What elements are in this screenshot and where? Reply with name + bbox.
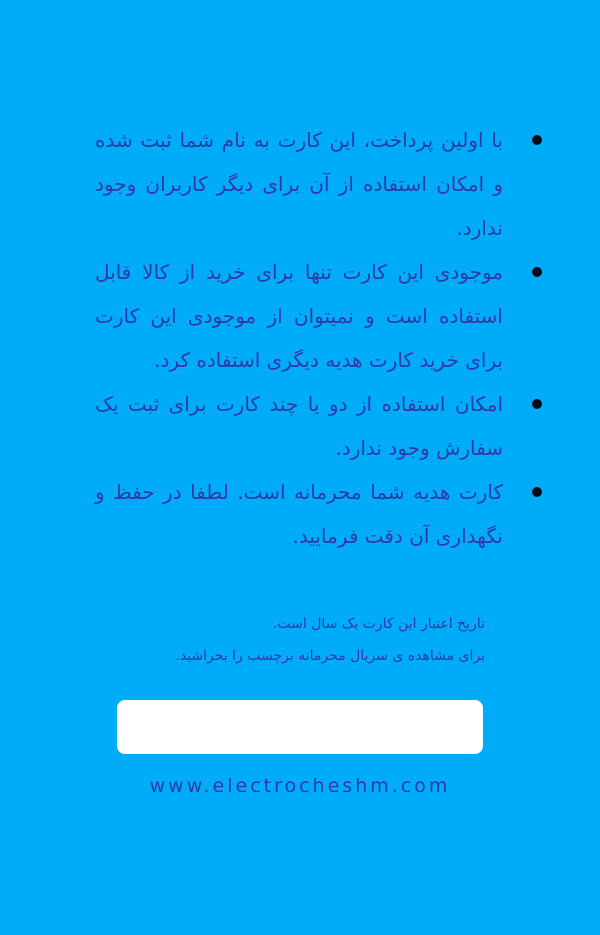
rule-text: امکان استفاده از دو یا چند کارت برای ثبت یک سفارش وجود ندارد. (95, 392, 503, 460)
terms-list (95, 118, 545, 558)
bullet-icon (532, 487, 542, 497)
validity-note: تاریخ اعتبار این کارت یک سال است. (272, 616, 485, 632)
list-item (95, 382, 545, 470)
website-url: www.electrocheshm.com (149, 775, 451, 797)
scratch-instruction: برای مشاهده ی سریال محرمانه برچسب را بخراشید. (175, 648, 485, 664)
bullet-icon (532, 135, 542, 145)
list-item (95, 118, 545, 250)
list-item (95, 470, 545, 558)
bullet-icon (532, 267, 542, 277)
rule-text: موجودی این کارت تنها برای خرید از کالا قابل استفاده است و نمیتوان از موجودی این کارت برای خرید کارت هدیه دیگری استفاده کرد. (95, 260, 503, 372)
list-item (95, 250, 545, 382)
rule-text: با اولین پرداخت، این کارت به نام شما ثبت شده و امکان استفاده از آن برای دیگر کاربران وجود ندارد. (95, 128, 503, 240)
rule-text: کارت هدیه شما محرمانه است. لطفا در حفظ و نگهداری آن دقت فرمایید. (95, 480, 503, 548)
bullet-icon (532, 399, 542, 409)
scratch-off-panel[interactable] (117, 700, 483, 754)
notes-block (90, 608, 485, 672)
